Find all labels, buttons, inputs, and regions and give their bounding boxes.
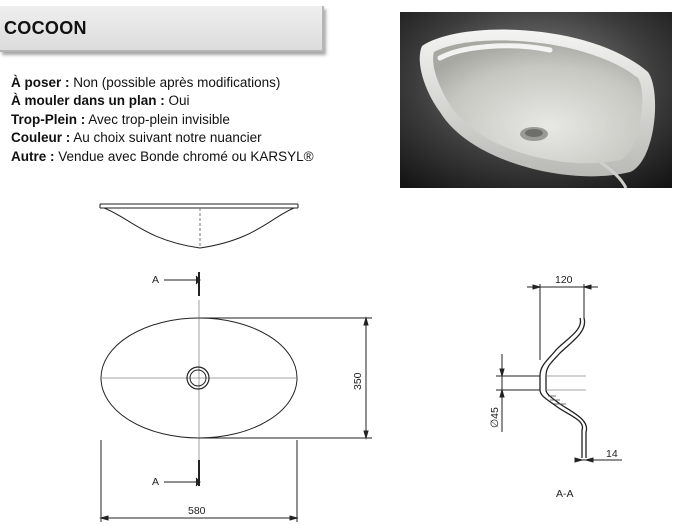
section-inner-curve	[546, 318, 587, 458]
spec-label: À mouler dans un plan :	[11, 93, 165, 109]
depth-dimension-label: 120	[555, 274, 573, 286]
spec-label: Trop-Plein :	[11, 111, 86, 127]
drain-diameter-label: ∅45	[489, 407, 501, 428]
section-view-label: A-A	[556, 488, 574, 500]
width-dimension-label: 580	[188, 505, 206, 517]
spec-value: Au choix suivant notre nuancier	[73, 130, 262, 146]
spec-value: Oui	[168, 93, 190, 109]
spec-value: Non (possible après modifications)	[73, 75, 281, 90]
spec-value: Avec trop-plein invisible	[88, 111, 230, 127]
rim-dimension-label: 14	[606, 448, 618, 460]
spec-label: Couleur :	[11, 130, 71, 146]
section-marker-bottom: A	[152, 476, 160, 488]
section-marker-top: A	[152, 274, 160, 286]
spec-value: Vendue avec Bonde chromé ou KARSYL®	[58, 148, 314, 164]
product-title: COCOON	[4, 18, 87, 38]
height-dimension-label: 350	[352, 372, 364, 390]
spec-label: À poser :	[11, 75, 70, 90]
profile-bowl-curve	[104, 208, 294, 248]
spec-label: Autre :	[11, 148, 55, 164]
